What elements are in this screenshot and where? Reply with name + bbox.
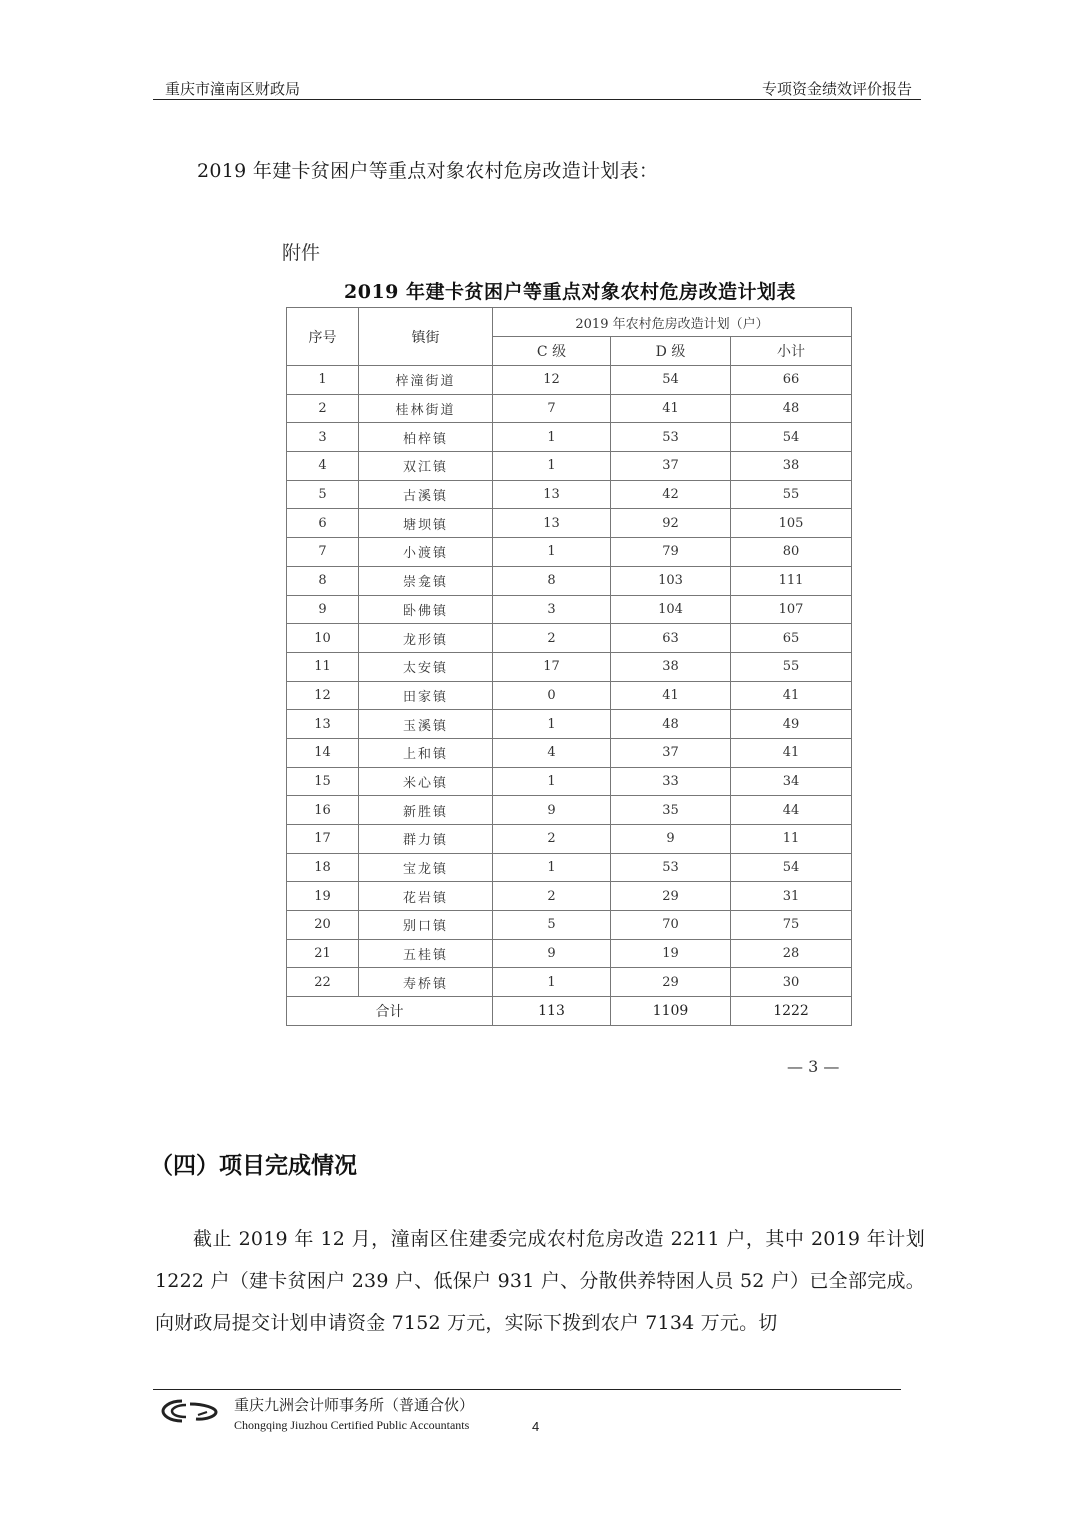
cell-town: 柏梓镇 <box>359 423 493 452</box>
table-row <box>287 796 852 825</box>
cell-grade-d: 41 <box>611 681 731 710</box>
scan-page-mark: — 3 — <box>787 1057 840 1076</box>
cell-seq: 15 <box>287 767 359 796</box>
footer-divider <box>153 1389 901 1390</box>
cell-subtotal: 11 <box>731 825 852 854</box>
cell-seq: 10 <box>287 624 359 653</box>
cell-grade-d: 103 <box>611 566 731 595</box>
cell-grade-d: 9 <box>611 825 731 854</box>
cell-seq: 12 <box>287 681 359 710</box>
cell-seq: 21 <box>287 939 359 968</box>
cell-seq: 17 <box>287 825 359 854</box>
cell-seq: 11 <box>287 652 359 681</box>
table-row <box>287 452 852 481</box>
cell-seq: 14 <box>287 738 359 767</box>
cell-subtotal: 66 <box>731 366 852 395</box>
total-d: 1109 <box>611 997 731 1026</box>
cell-grade-c: 0 <box>493 681 611 710</box>
cell-grade-c: 2 <box>493 882 611 911</box>
cell-town: 寿桥镇 <box>359 968 493 997</box>
cell-grade-d: 79 <box>611 538 731 567</box>
cell-grade-d: 63 <box>611 624 731 653</box>
cell-grade-c: 1 <box>493 710 611 739</box>
cell-grade-c: 9 <box>493 796 611 825</box>
cell-seq: 5 <box>287 480 359 509</box>
cell-seq: 22 <box>287 968 359 997</box>
page-number: 4 <box>532 1419 540 1434</box>
cell-grade-c: 1 <box>493 767 611 796</box>
renovation-plan-table <box>286 307 852 1026</box>
table-row <box>287 710 852 739</box>
cell-subtotal: 44 <box>731 796 852 825</box>
cell-seq: 20 <box>287 911 359 940</box>
cell-grade-c: 1 <box>493 452 611 481</box>
header-grade-c: C 级 <box>493 337 611 366</box>
cell-grade-d: 104 <box>611 595 731 624</box>
header-town: 镇街 <box>359 308 493 366</box>
cell-grade-c: 3 <box>493 595 611 624</box>
header-report-title: 专项资金绩效评价报告 <box>761 80 912 98</box>
table-row <box>287 738 852 767</box>
table-row <box>287 767 852 796</box>
table-row <box>287 825 852 854</box>
attachment-label: 附件 <box>282 242 321 264</box>
cell-subtotal: 55 <box>731 652 852 681</box>
cell-grade-c: 1 <box>493 423 611 452</box>
cell-town: 太安镇 <box>359 652 493 681</box>
cell-seq: 3 <box>287 423 359 452</box>
cell-subtotal: 111 <box>731 566 852 595</box>
cell-seq: 7 <box>287 538 359 567</box>
cell-grade-d: 19 <box>611 939 731 968</box>
cell-town: 米心镇 <box>359 767 493 796</box>
cell-town: 别口镇 <box>359 911 493 940</box>
cell-seq: 6 <box>287 509 359 538</box>
table-row <box>287 423 852 452</box>
header-plan-group: 2019 年农村危房改造计划（户） <box>493 308 852 337</box>
cell-subtotal: 54 <box>731 423 852 452</box>
cell-subtotal: 105 <box>731 509 852 538</box>
cell-grade-d: 38 <box>611 652 731 681</box>
cell-town: 玉溪镇 <box>359 710 493 739</box>
cell-subtotal: 107 <box>731 595 852 624</box>
header-grade-d: D 级 <box>611 337 731 366</box>
scanned-attachment <box>270 225 870 1115</box>
header-org: 重庆市潼南区财政局 <box>165 80 301 98</box>
cell-grade-d: 92 <box>611 509 731 538</box>
cell-subtotal: 41 <box>731 681 852 710</box>
cell-town: 花岩镇 <box>359 882 493 911</box>
cell-town: 双江镇 <box>359 452 493 481</box>
cell-town: 小渡镇 <box>359 538 493 567</box>
cell-grade-d: 29 <box>611 968 731 997</box>
cell-town: 宝龙镇 <box>359 853 493 882</box>
cell-grade-d: 35 <box>611 796 731 825</box>
cell-grade-c: 12 <box>493 366 611 395</box>
cell-subtotal: 38 <box>731 452 852 481</box>
cell-subtotal: 34 <box>731 767 852 796</box>
table-row <box>287 911 852 940</box>
total-label: 合计 <box>287 997 493 1026</box>
cell-grade-d: 37 <box>611 738 731 767</box>
cell-town: 梓潼街道 <box>359 366 493 395</box>
cell-subtotal: 28 <box>731 939 852 968</box>
cell-grade-d: 53 <box>611 853 731 882</box>
cell-town: 新胜镇 <box>359 796 493 825</box>
cell-grade-d: 42 <box>611 480 731 509</box>
cell-grade-d: 29 <box>611 882 731 911</box>
cell-subtotal: 65 <box>731 624 852 653</box>
cell-grade-c: 9 <box>493 939 611 968</box>
cell-seq: 19 <box>287 882 359 911</box>
cell-subtotal: 48 <box>731 394 852 423</box>
table-row <box>287 681 852 710</box>
cell-town: 田家镇 <box>359 681 493 710</box>
cell-subtotal: 31 <box>731 882 852 911</box>
cell-subtotal: 49 <box>731 710 852 739</box>
total-c: 113 <box>493 997 611 1026</box>
header-divider <box>153 99 921 100</box>
cell-grade-c: 5 <box>493 911 611 940</box>
table-row <box>287 624 852 653</box>
cell-town: 桂林街道 <box>359 394 493 423</box>
total-subtotal: 1222 <box>731 997 852 1026</box>
table-row <box>287 882 852 911</box>
table-row <box>287 853 852 882</box>
cell-grade-d: 37 <box>611 452 731 481</box>
cell-grade-d: 53 <box>611 423 731 452</box>
cell-grade-d: 48 <box>611 710 731 739</box>
cell-subtotal: 55 <box>731 480 852 509</box>
cell-grade-c: 1 <box>493 853 611 882</box>
footer-firm-name-cn: 重庆九洲会计师事务所（普通合伙） <box>234 1396 475 1414</box>
table-row <box>287 566 852 595</box>
cell-town: 五桂镇 <box>359 939 493 968</box>
table-row <box>287 394 852 423</box>
cell-town: 群力镇 <box>359 825 493 854</box>
intro-line: 2019 年建卡贫困户等重点对象农村危房改造计划表： <box>197 160 659 182</box>
cell-seq: 1 <box>287 366 359 395</box>
cell-town: 崇龛镇 <box>359 566 493 595</box>
cell-seq: 18 <box>287 853 359 882</box>
cell-grade-c: 2 <box>493 624 611 653</box>
table-row <box>287 595 852 624</box>
cell-seq: 13 <box>287 710 359 739</box>
table-body <box>287 366 852 997</box>
cell-town: 上和镇 <box>359 738 493 767</box>
cell-grade-c: 17 <box>493 652 611 681</box>
cell-grade-c: 1 <box>493 538 611 567</box>
table-row <box>287 509 852 538</box>
cell-grade-d: 41 <box>611 394 731 423</box>
cell-seq: 16 <box>287 796 359 825</box>
cell-town: 龙形镇 <box>359 624 493 653</box>
cell-subtotal: 41 <box>731 738 852 767</box>
cell-grade-d: 54 <box>611 366 731 395</box>
cell-grade-c: 13 <box>493 480 611 509</box>
cell-subtotal: 54 <box>731 853 852 882</box>
cell-town: 塘坝镇 <box>359 509 493 538</box>
total-row <box>287 997 852 1026</box>
cell-grade-c: 8 <box>493 566 611 595</box>
header-seq: 序号 <box>287 308 359 366</box>
cell-grade-c: 1 <box>493 968 611 997</box>
cell-seq: 4 <box>287 452 359 481</box>
table-row <box>287 538 852 567</box>
table-row <box>287 366 852 395</box>
table-row <box>287 968 852 997</box>
cell-grade-c: 2 <box>493 825 611 854</box>
cell-grade-d: 70 <box>611 911 731 940</box>
cell-subtotal: 75 <box>731 911 852 940</box>
cell-grade-c: 13 <box>493 509 611 538</box>
cell-town: 古溪镇 <box>359 480 493 509</box>
firm-logo-icon <box>160 1396 220 1426</box>
footer-firm-name-en: Chongqing Jiuzhou Certified Public Accountants <box>234 1418 470 1432</box>
cell-seq: 2 <box>287 394 359 423</box>
cell-subtotal: 30 <box>731 968 852 997</box>
section-heading: （四）项目完成情况 <box>150 1153 357 1179</box>
cell-grade-d: 33 <box>611 767 731 796</box>
header-subtotal: 小计 <box>731 337 852 366</box>
cell-subtotal: 80 <box>731 538 852 567</box>
table-title: 2019 年建卡贫困户等重点对象农村危房改造计划表 <box>344 281 796 303</box>
cell-seq: 9 <box>287 595 359 624</box>
cell-grade-c: 4 <box>493 738 611 767</box>
cell-grade-c: 7 <box>493 394 611 423</box>
cell-town: 卧佛镇 <box>359 595 493 624</box>
section-paragraph: 截止 2019 年 12 月，潼南区住建委完成农村危房改造 2211 户，其中 2019 年计划 1222 户（建卡贫困户 239 户、低保户 931 户、分散供养特困人员 52 户）已全部完成。向财政局提交计划申请资金 7152 万元，实际下拨到农户 7134 万元。切 <box>155 1228 925 1334</box>
table-row <box>287 480 852 509</box>
table-row <box>287 939 852 968</box>
cell-seq: 8 <box>287 566 359 595</box>
table-row <box>287 652 852 681</box>
